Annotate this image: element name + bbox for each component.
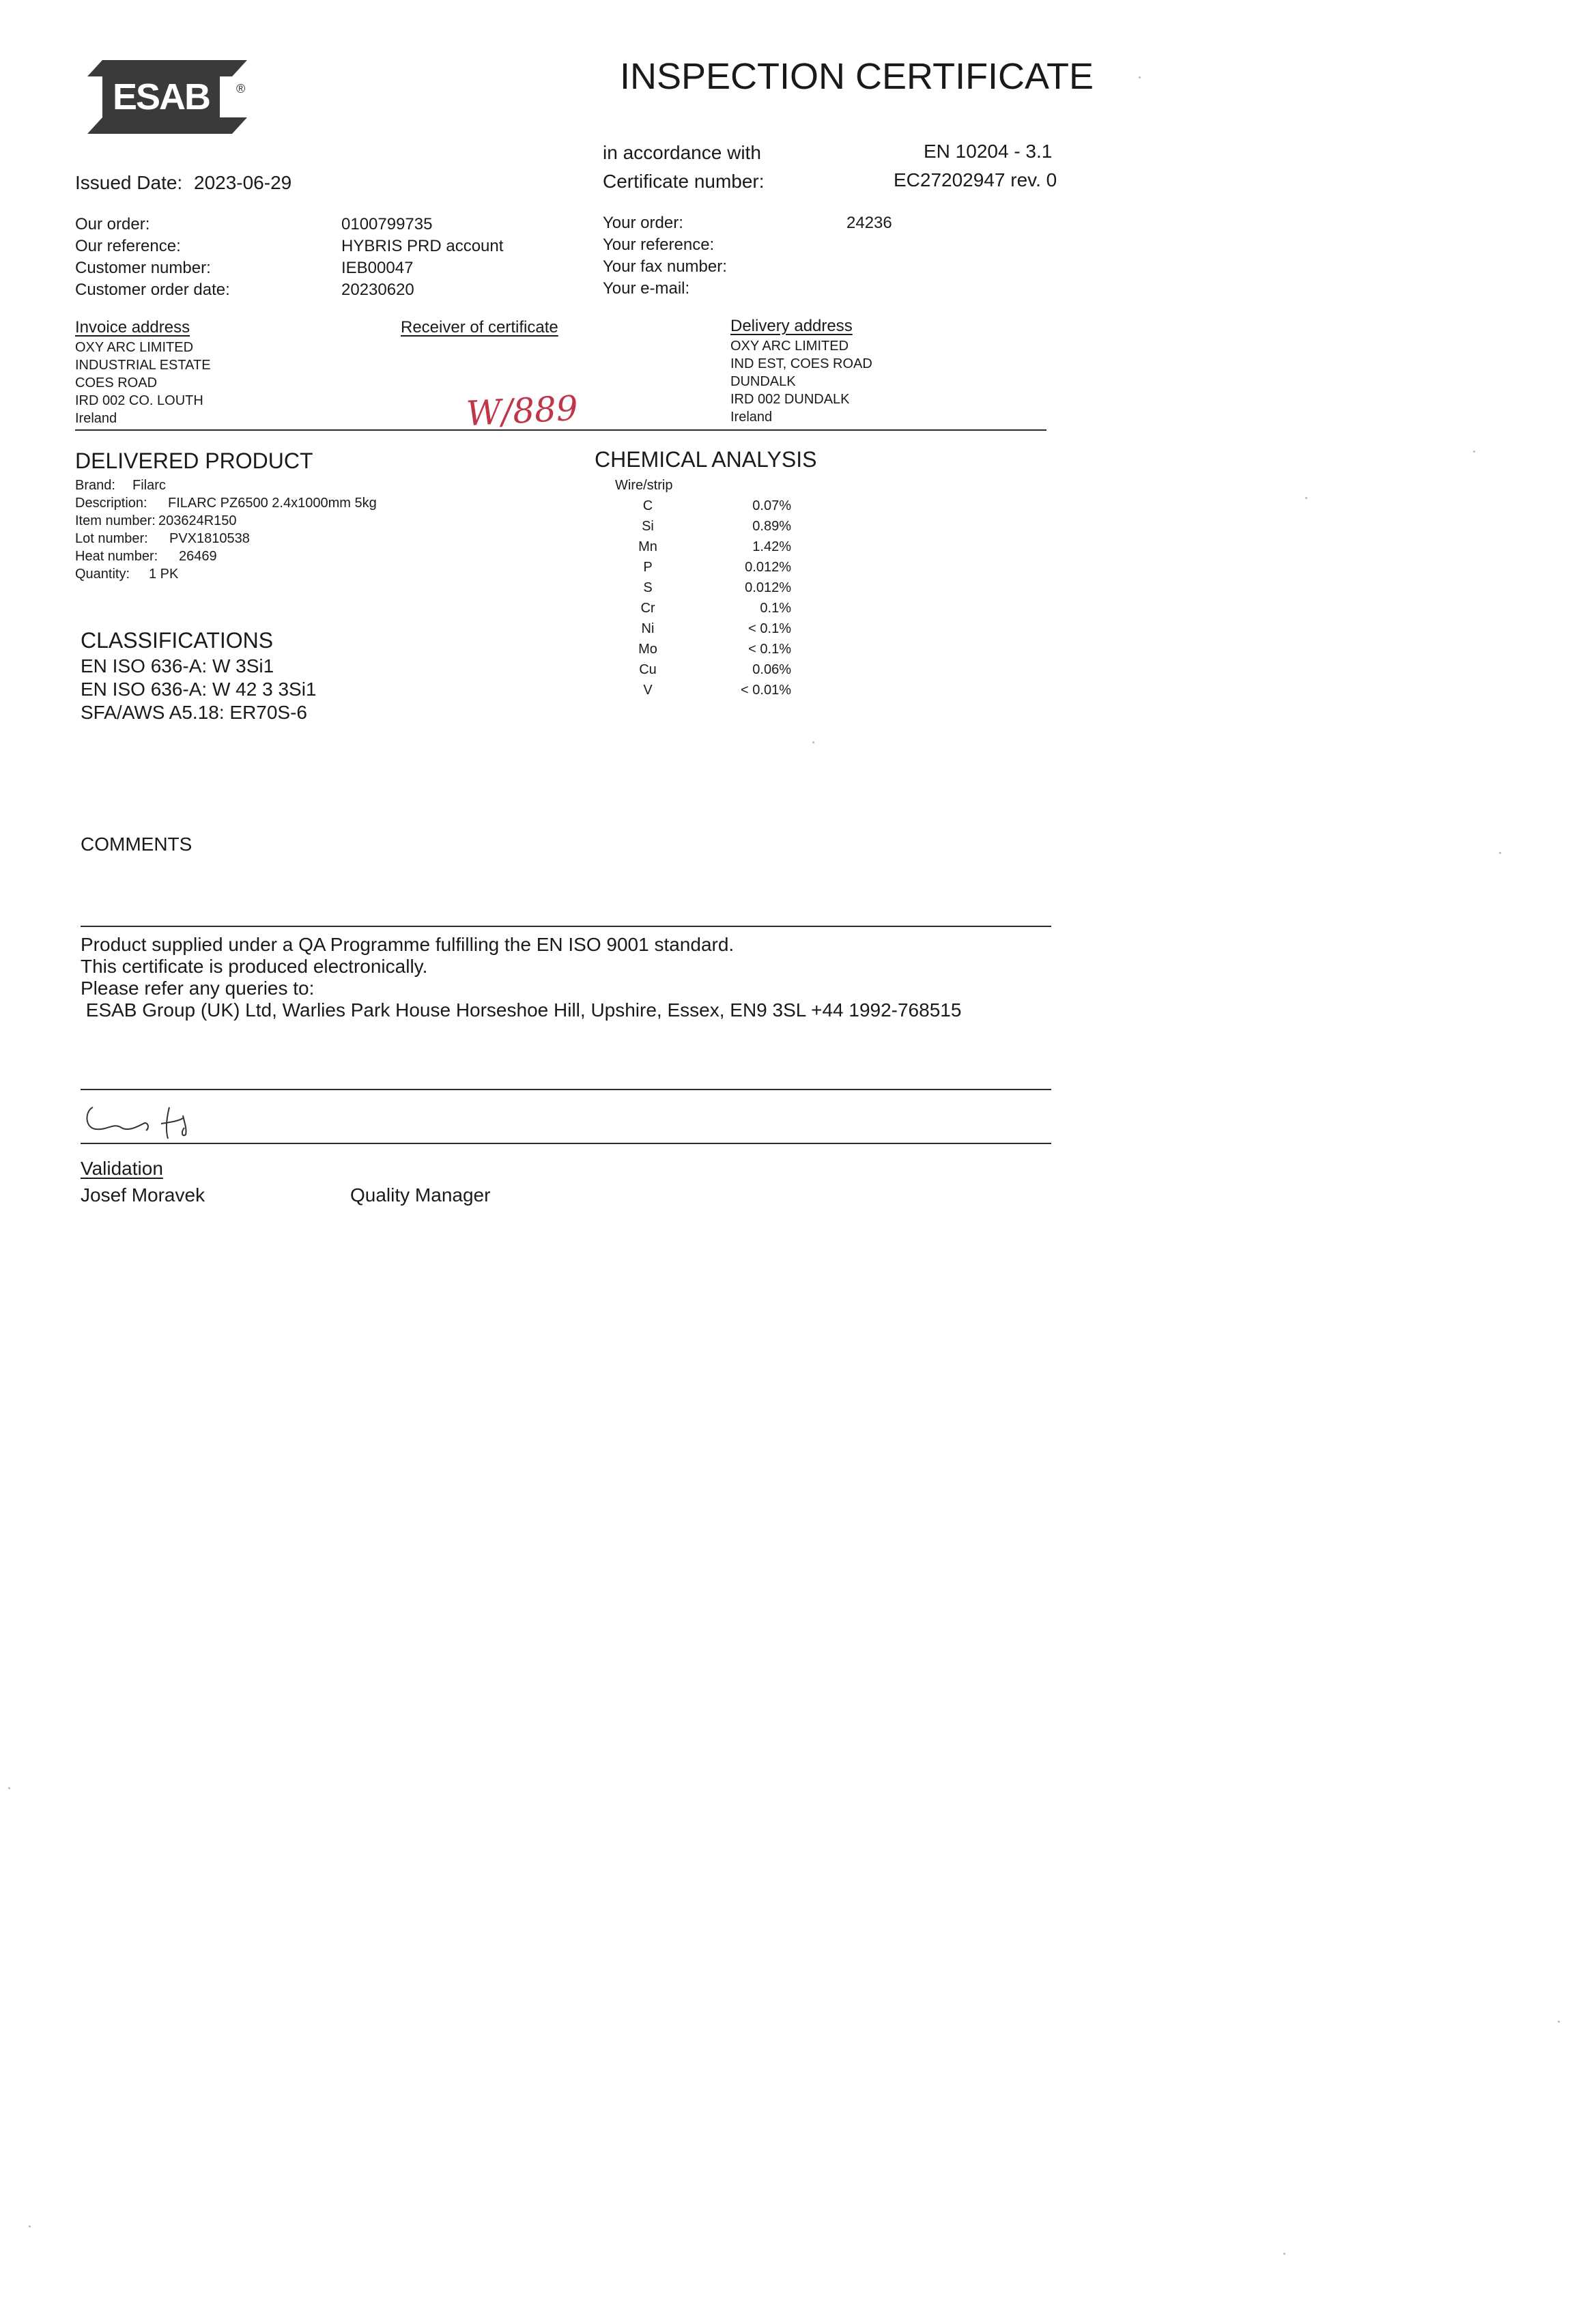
chem-row [610,496,791,516]
heat-number-label: Heat number: [75,549,158,564]
invoice-address-line: INDUSTRIAL ESTATE [75,358,211,373]
scan-speck [1499,852,1501,854]
delivery-address-line: IRD 002 DUNDALK [730,392,850,407]
chem-element: Mn [638,539,657,554]
chem-element: Cr [640,600,655,616]
chem-element: Mo [638,641,657,657]
delivery-address-heading: Delivery address [730,317,853,335]
chem-value: < 0.1% [748,621,791,636]
note-line: ESAB Group (UK) Ltd, Warlies Park House Horseshoe Hill, Upshire, Essex, EN9 3SL +44 1992-768515 [81,999,962,1021]
divider [81,1089,1051,1090]
order-info-labels [75,214,230,301]
handwritten-receiver-note: W/889 [465,388,580,434]
scan-speck [1283,2253,1285,2255]
chem-element: C [642,498,653,513]
signature-image [81,1098,217,1145]
chem-value: 0.012% [745,559,791,575]
chemical-analysis-subheading: Wire/strip [615,478,673,493]
chem-element: Ni [641,621,655,636]
standard-value: EN 10204 - 3.1 [924,141,1053,162]
chem-element: Cu [639,661,657,677]
chem-value: < 0.01% [741,682,791,698]
chem-value: 0.06% [752,661,791,677]
customer-number-value: IEB00047 [341,259,414,277]
chem-value: 1.42% [752,539,791,554]
comments-heading: COMMENTS [81,834,193,855]
chem-element: S [643,580,653,595]
registered-mark: ® [236,82,246,96]
order-info-values [341,214,503,301]
our-reference-label: Our reference: [75,237,181,255]
validator-role: Quality Manager [350,1184,491,1206]
scan-speck [1139,76,1141,79]
invoice-address-line: IRD 002 CO. LOUTH [75,393,203,408]
logo-wordmark: ESAB [112,76,210,117]
scan-speck [29,2225,31,2227]
chem-value: 0.89% [752,518,791,534]
quantity-value: 1 PK [149,567,179,582]
chemical-analysis-heading: CHEMICAL ANALYSIS [595,447,817,472]
chem-row [610,618,791,639]
chem-value: 0.07% [752,498,791,513]
classifications-heading: CLASSIFICATIONS [81,628,274,653]
note-line: Please refer any queries to: [81,978,315,999]
delivery-address-line: OXY ARC LIMITED [730,339,849,354]
delivery-address-line: DUNDALK [730,374,796,389]
validator-name: Josef Moravek [81,1184,205,1206]
issued-label: Issued Date: [75,172,183,193]
certificate-label: Certificate number: [603,171,765,192]
scan-speck [1305,497,1307,499]
description-value: FILARC PZ6500 2.4x1000mm 5kg [168,496,377,511]
receiver-heading: Receiver of certificate [401,318,558,337]
chem-element: P [643,559,653,575]
divider [75,429,1046,431]
chem-row [610,680,791,700]
notes-block [81,932,961,1020]
chem-row [610,659,791,680]
invoice-address-line: COES ROAD [75,375,158,390]
your-order-value: 24236 [846,214,892,232]
standard-label: in accordance with [603,142,761,163]
your-email-label: Your e-mail: [603,279,690,298]
divider [81,926,1051,927]
quantity-label: Quantity: [75,567,130,582]
signature-scribble [81,1098,217,1145]
item-number-label: Item number: [75,513,156,528]
our-order-label: Our order: [75,215,150,233]
chem-element: Si [642,518,654,534]
esab-logo [75,57,253,147]
invoice-address [75,339,211,427]
scan-speck [812,741,814,743]
chemical-analysis-table [610,496,791,700]
scan-speck [8,1787,10,1789]
customer-order-date-label: Customer order date: [75,281,230,299]
validation-heading: Validation [81,1158,163,1179]
issued-date: 2023-06-29 [194,172,292,193]
divider [81,1143,1051,1144]
delivery-address-line: IND EST, COES ROAD [730,356,872,371]
invoice-address-heading: Invoice address [75,318,190,337]
delivery-address [730,337,872,426]
chem-element: V [643,682,653,698]
chem-value: 0.1% [760,600,791,616]
your-order-label: Your order: [603,214,683,232]
lot-number-label: Lot number: [75,531,148,546]
customer-number-label: Customer number: [75,259,211,277]
heat-number-value: 26469 [179,549,217,564]
chem-row [610,639,791,659]
chem-value: 0.012% [745,580,791,595]
classification-item: SFA/AWS A5.18: ER70S-6 [81,702,308,723]
chem-row [610,557,791,578]
delivery-address-line: Ireland [730,410,773,425]
your-info-labels [603,212,727,300]
your-reference-label: Your reference: [603,236,715,254]
chem-row [610,578,791,598]
classification-item: EN ISO 636-A: W 3Si1 [81,655,274,677]
chem-row [610,598,791,618]
description-label: Description: [75,496,147,511]
customer-order-date-value: 20230620 [341,281,414,299]
certificate-number: EC27202947 rev. 0 [894,169,1057,190]
invoice-address-line: Ireland [75,411,117,426]
document-title: INSPECTION CERTIFICATE [620,56,1094,97]
delivered-product-heading: DELIVERED PRODUCT [75,448,313,473]
your-fax-label: Your fax number: [603,257,727,276]
invoice-address-line: OXY ARC LIMITED [75,340,194,355]
chem-row [610,516,791,537]
scan-speck [1558,2021,1560,2023]
brand-label: Brand: [75,478,115,493]
chem-row [610,537,791,557]
our-reference-value: HYBRIS PRD account [341,237,504,255]
note-line: Product supplied under a QA Programme fulfilling the EN ISO 9001 standard. [81,934,735,955]
our-order-value: 0100799735 [341,215,433,233]
classification-item: EN ISO 636-A: W 42 3 3Si1 [81,679,317,700]
classifications-list [81,654,317,724]
chem-value: < 0.1% [748,641,791,657]
scan-speck [1473,451,1475,453]
lot-number-value: PVX1810538 [169,531,250,546]
brand-value: Filarc [132,478,166,493]
item-number-value: 203624R150 [158,513,237,528]
note-line: This certificate is produced electronically. [81,956,428,977]
